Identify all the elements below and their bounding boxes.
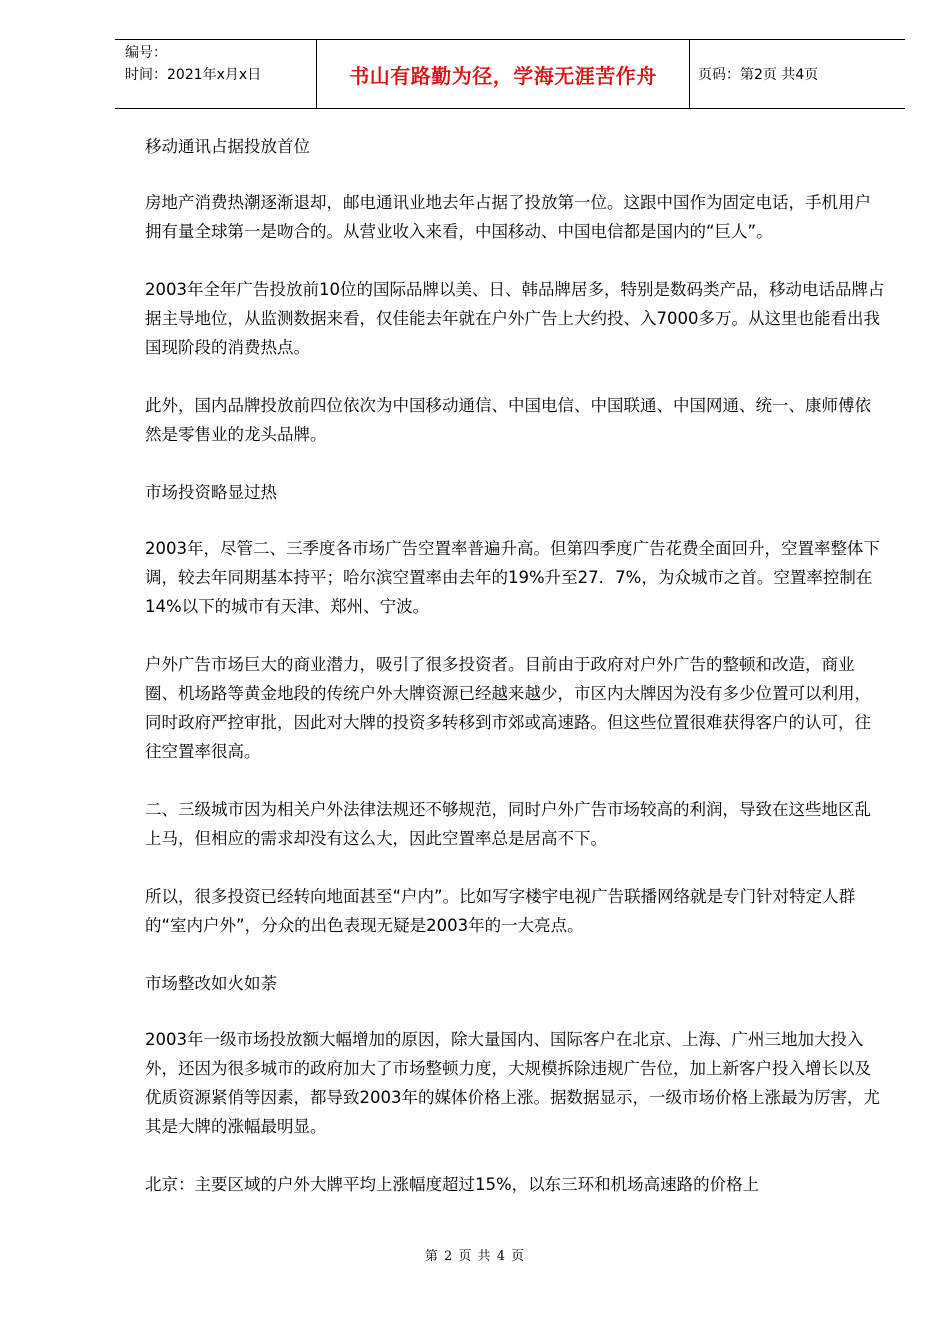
header-meta [115, 40, 316, 108]
header-page-info: 页码：第2页 共4页 [698, 67, 819, 83]
section-heading: 市场投资略显过热 [145, 483, 277, 502]
paragraph: 此外，国内品牌投放前四位依次为中国移动通信、中国电信、中国联通、中国网通、统一、康师傅依然是零售业的龙头品牌。 [145, 396, 871, 444]
header-page-info-cell [690, 40, 905, 108]
section-heading: 移动通讯占据投放首位 [145, 137, 310, 156]
section-heading: 市场整改如火如荼 [145, 974, 277, 993]
page-footer: 第 2 页 共 4 页 [424, 1249, 526, 1264]
header-motto-cell [316, 40, 690, 108]
page-header [115, 39, 905, 109]
paragraph: 所以，很多投资已经转向地面甚至“户内”。比如写字楼宇电视广告联播网络就是专门针对特定人群的“室内户外”，分众的出色表现无疑是2003年的一大亮点。 [145, 887, 856, 935]
paragraph: 2003年一级市场投放额大幅增加的原因，除大量国内、国际客户在北京、上海、广州三地加大投入外，还因为很多城市的政府加大了市场整顿力度，大规模拆除违规广告位，加上新客户投入增长以及优质资源紧俏等因素，都导致2003年的媒体价格上涨。据数据显示，一级市场价格上涨最为厉害，尤其是大牌的涨幅最明显。 [145, 1030, 880, 1136]
paragraph: 二、三级城市因为相关户外法律法规还不够规范，同时户外广告市场较高的利润，导致在这些地区乱上马，但相应的需求却没有这么大，因此空置率总是居高不下。 [145, 800, 871, 848]
paragraph: 北京：主要区域的户外大牌平均上涨幅度超过15%，以东三环和机场高速路的价格上 [145, 1175, 760, 1194]
header-motto: 书山有路勤为径，学海无涯苦作舟 [349, 63, 657, 88]
paragraph: 房地产消费热潮逐渐退却，邮电通讯业地去年占据了投放第一位。这跟中国作为固定电话，手机用户拥有量全球第一是吻合的。从营业收入来看，中国移动、中国电信都是国内的“巨人”。 [145, 193, 871, 241]
document-number-label: 编号： [125, 45, 167, 61]
paragraph: 户外广告市场巨大的商业潜力，吸引了很多投资者。目前由于政府对户外广告的整顿和改造，商业圈、机场路等黄金地段的传统户外大牌资源已经越来越少，市区内大牌因为没有多少位置可以利用，同时政府严控审批，因此对大牌的投资多转移到市郊或高速路。但这些位置很难获得客户的认可，往往空置率很高。 [145, 655, 871, 761]
document-body [145, 132, 885, 1228]
paragraph: 2003年全年广告投放前10位的国际品牌以美、日、韩品牌居多，特别是数码类产品，移动电话品牌占据主导地位，从监测数据来看，仅佳能去年就在户外广告上大约投、入7000多万。从这里也能看出我国现阶段的消费热点。 [145, 280, 885, 357]
paragraph: 2003年，尽管二、三季度各市场广告空置率普遍升高。但第四季度广告花费全面回升，空置率整体下调，较去年同期基本持平；哈尔滨空置率由去年的19%升至27．7%，为众城市之首。空置率控制在14%以下的城市有天津、郑州、宁波。 [145, 539, 880, 616]
document-time-label: 时间：2021年x月x日 [125, 67, 262, 83]
